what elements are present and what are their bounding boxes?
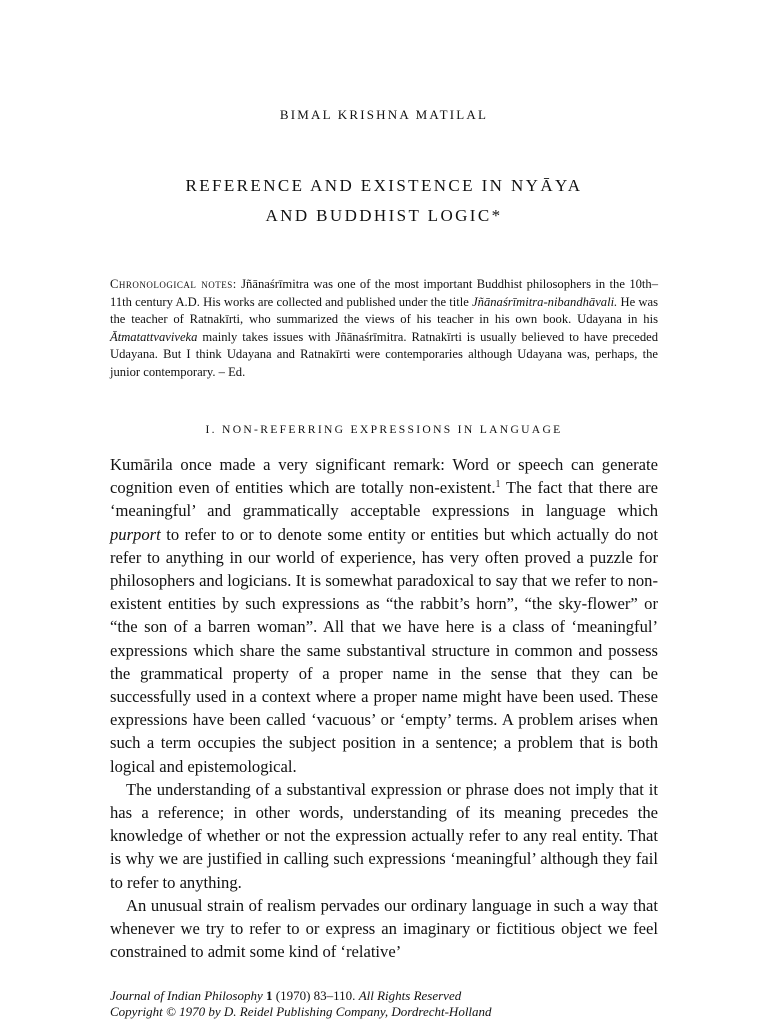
- journal-details: (1970) 83–110.: [272, 988, 359, 1003]
- paragraph-1-part-a: Kumārila once made a very significant remark: Word or speech can generate cognition even of entities which are totally non-existent.: [110, 455, 658, 498]
- article-title-line-2: AND BUDDHIST LOGIC*: [265, 206, 503, 225]
- notes-text-3: mainly takes issues with Jñānaśrīmitra. Ratnakīrti is usually believed to have preceded Udayana. But I think Udayana and Ratnakīrti were contemporaries although Udayana was, perhaps, the junior contemporary. – Ed.: [110, 329, 658, 379]
- rights-statement: All Rights Reserved: [358, 988, 462, 1003]
- journal-volume: 1: [266, 988, 273, 1003]
- notes-work-title-1: Jñānaśrīmitra-nibandhāvali.: [472, 294, 618, 309]
- article-title-line-1: REFERENCE AND EXISTENCE IN NYĀYA: [185, 176, 583, 195]
- notes-label: Chronological notes:: [110, 277, 237, 291]
- paragraph-1-emphasis: purport: [110, 524, 161, 544]
- paragraph-1-part-b: The fact that there are ‘meaningful’ and grammatically acceptable expressions in language which: [110, 478, 658, 521]
- journal-name: Journal of Indian Philosophy: [110, 988, 263, 1003]
- notes-text-1: Jñānaśrīmitra was one of the most important Buddhist philosophers in the 10th–11th century A.D. His works are collected and published under the title: [110, 277, 659, 309]
- paragraph-2: The understanding of a substantival expression or phrase does not imply that it has a reference; in other words, understanding of its meaning precedes the knowledge of whether or not the expression actually refer to any real entity. That is why we are justified in calling such expressions ‘meaningful’ although they fail to refer to anything.: [110, 779, 658, 892]
- paragraph-3: An unusual strain of realism pervades our ordinary language in such a way that whenever we try to refer to or express an imaginary or fictitious object we feel constrained to admit some kind of ‘relative’: [110, 895, 658, 962]
- page-footer: [110, 988, 670, 1020]
- copyright-line: Copyright © 1970 by D. Reidel Publishing Company, Dordrecht-Holland: [110, 1004, 492, 1019]
- notes-text-2: He was the teacher of Ratnakīrti, who summarized the views of his teacher in his own book. Udayana in his: [110, 294, 658, 327]
- paragraph-1: [110, 453, 658, 778]
- notes-work-title-2: Ātmatattvaviveka: [110, 329, 198, 344]
- paragraph-1-part-c: to refer to or to denote some entity or entities but which actually do not refer to anything in our world of experience, has very often proved a puzzle for philosophers and logicians. It is somewhat paradoxical to say that we refer to non-existent entities by such expressions as “the rabbit’s horn”, “the sky-flower” or “the son of a barren woman”. All that we have here is a class of ‘meaningful’ expressions which share the same substantival structure in common and possess the grammatical property of a proper name in the sense that they can be successfully used in a context where a proper name might have been used. These expressions have been called ‘vacuous’ or ‘empty’ terms. A problem arises when such a term occupies the subject position in a sentence; a problem that is both logical and epistemological.: [110, 524, 658, 776]
- footnote-marker: 1: [495, 479, 501, 491]
- chronological-notes: [110, 276, 658, 382]
- author-name: BIMAL KRISHNA MATILAL: [279, 107, 489, 122]
- section-heading: I. NON-REFERRING EXPRESSIONS IN LANGUAGE: [205, 423, 563, 436]
- body-text: [110, 453, 658, 963]
- footer-citation-line: [110, 988, 670, 1004]
